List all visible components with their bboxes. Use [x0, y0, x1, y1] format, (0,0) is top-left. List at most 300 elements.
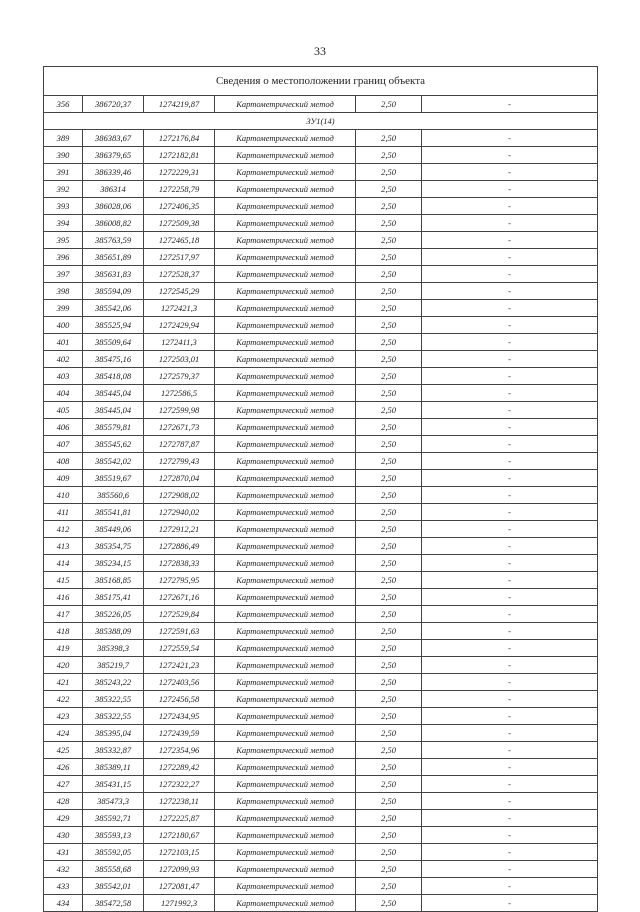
method: Картометрический метод: [215, 555, 356, 572]
coord-x: 385592,05: [83, 844, 144, 861]
point-number: 402: [44, 351, 83, 368]
point-number: 398: [44, 283, 83, 300]
method: Картометрический метод: [215, 334, 356, 351]
description: -: [422, 334, 598, 351]
description: -: [422, 215, 598, 232]
description: -: [422, 147, 598, 164]
coord-x: 385332,87: [83, 742, 144, 759]
precision: 2,50: [356, 776, 422, 793]
coord-x: 385651,89: [83, 249, 144, 266]
table-row: [44, 402, 598, 419]
description: -: [422, 878, 598, 895]
coord-x: 385593,13: [83, 827, 144, 844]
point-number: 401: [44, 334, 83, 351]
method: Картометрический метод: [215, 538, 356, 555]
point-number: 356: [44, 96, 83, 113]
coord-y: 1272517,97: [144, 249, 215, 266]
method: Картометрический метод: [215, 674, 356, 691]
method: Картометрический метод: [215, 640, 356, 657]
method: Картометрический метод: [215, 470, 356, 487]
point-number: 413: [44, 538, 83, 555]
point-number: 417: [44, 606, 83, 623]
coord-y: 1272411,3: [144, 334, 215, 351]
coord-x: 386720,37: [83, 96, 144, 113]
table-title: Сведения о местоположении границ объекта: [44, 67, 598, 96]
precision: 2,50: [356, 538, 422, 555]
coord-x: 385763,59: [83, 232, 144, 249]
method: Картометрический метод: [215, 436, 356, 453]
description: -: [422, 181, 598, 198]
section-label: ЗУ1(14): [44, 113, 598, 130]
point-number: 429: [44, 810, 83, 827]
coord-x: 386008,82: [83, 215, 144, 232]
point-number: 400: [44, 317, 83, 334]
coord-y: 1272434,95: [144, 708, 215, 725]
method: Картометрический метод: [215, 181, 356, 198]
point-number: 427: [44, 776, 83, 793]
point-number: 407: [44, 436, 83, 453]
description: -: [422, 538, 598, 555]
precision: 2,50: [356, 657, 422, 674]
precision: 2,50: [356, 317, 422, 334]
precision: 2,50: [356, 266, 422, 283]
precision: 2,50: [356, 487, 422, 504]
description: -: [422, 249, 598, 266]
precision: 2,50: [356, 147, 422, 164]
method: Картометрический метод: [215, 96, 356, 113]
table-row: [44, 572, 598, 589]
precision: 2,50: [356, 402, 422, 419]
description: -: [422, 385, 598, 402]
description: -: [422, 827, 598, 844]
description: -: [422, 419, 598, 436]
point-number: 434: [44, 895, 83, 912]
table-row: [44, 606, 598, 623]
point-number: 406: [44, 419, 83, 436]
method: Картометрический метод: [215, 759, 356, 776]
section-row: [44, 113, 598, 130]
description: -: [422, 657, 598, 674]
coord-y: 1272421,23: [144, 657, 215, 674]
precision: 2,50: [356, 164, 422, 181]
method: Картометрический метод: [215, 419, 356, 436]
method: Картометрический метод: [215, 521, 356, 538]
precision: 2,50: [356, 674, 422, 691]
method: Картометрический метод: [215, 793, 356, 810]
precision: 2,50: [356, 555, 422, 572]
coord-x: 385631,83: [83, 266, 144, 283]
precision: 2,50: [356, 810, 422, 827]
description: -: [422, 164, 598, 181]
table-row: [44, 623, 598, 640]
coord-x: 385389,11: [83, 759, 144, 776]
coord-x: 385519,67: [83, 470, 144, 487]
coord-y: 1272258,79: [144, 181, 215, 198]
point-number: 392: [44, 181, 83, 198]
coord-y: 1272671,16: [144, 589, 215, 606]
description: -: [422, 198, 598, 215]
point-number: 418: [44, 623, 83, 640]
table-row: [44, 725, 598, 742]
coord-x: 385525,94: [83, 317, 144, 334]
point-number: 409: [44, 470, 83, 487]
point-number: 389: [44, 130, 83, 147]
coord-y: 1272787,87: [144, 436, 215, 453]
precision: 2,50: [356, 793, 422, 810]
description: -: [422, 555, 598, 572]
description: -: [422, 402, 598, 419]
method: Картометрический метод: [215, 130, 356, 147]
precision: 2,50: [356, 300, 422, 317]
description: -: [422, 725, 598, 742]
table-row: [44, 657, 598, 674]
method: Картометрический метод: [215, 606, 356, 623]
table-row: [44, 232, 598, 249]
description: -: [422, 793, 598, 810]
point-number: 425: [44, 742, 83, 759]
table-row: [44, 300, 598, 317]
method: Картометрический метод: [215, 861, 356, 878]
table-row: [44, 215, 598, 232]
table-row: [44, 861, 598, 878]
coord-y: 1272225,87: [144, 810, 215, 827]
description: -: [422, 504, 598, 521]
coord-y: 1272421,3: [144, 300, 215, 317]
method: Картометрический метод: [215, 572, 356, 589]
coord-y: 1272354,96: [144, 742, 215, 759]
description: -: [422, 351, 598, 368]
table-row: [44, 691, 598, 708]
coord-y: 1272103,15: [144, 844, 215, 861]
table-row: [44, 181, 598, 198]
coord-y: 1272838,33: [144, 555, 215, 572]
table-row: [44, 96, 598, 113]
precision: 2,50: [356, 606, 422, 623]
table-row: [44, 640, 598, 657]
method: Картометрический метод: [215, 368, 356, 385]
point-number: 431: [44, 844, 83, 861]
coord-x: 385475,16: [83, 351, 144, 368]
point-number: 393: [44, 198, 83, 215]
description: -: [422, 487, 598, 504]
point-number: 410: [44, 487, 83, 504]
coord-y: 1272912,21: [144, 521, 215, 538]
description: -: [422, 96, 598, 113]
coord-y: 1272180,67: [144, 827, 215, 844]
method: Картометрический метод: [215, 895, 356, 912]
coord-x: 385418,08: [83, 368, 144, 385]
coord-x: 385558,68: [83, 861, 144, 878]
description: -: [422, 606, 598, 623]
table-row: [44, 521, 598, 538]
coord-y: 1272671,73: [144, 419, 215, 436]
coord-x: 385545,62: [83, 436, 144, 453]
precision: 2,50: [356, 215, 422, 232]
precision: 2,50: [356, 708, 422, 725]
table-row: [44, 708, 598, 725]
table-row: [44, 436, 598, 453]
coord-x: 385322,55: [83, 708, 144, 725]
point-number: 421: [44, 674, 83, 691]
precision: 2,50: [356, 742, 422, 759]
coord-x: 385449,06: [83, 521, 144, 538]
coord-y: 1272176,84: [144, 130, 215, 147]
table-row: [44, 368, 598, 385]
description: -: [422, 708, 598, 725]
coord-x: 386379,65: [83, 147, 144, 164]
description: -: [422, 759, 598, 776]
coord-y: 1272439,59: [144, 725, 215, 742]
method: Картометрический метод: [215, 198, 356, 215]
coord-y: 1272870,04: [144, 470, 215, 487]
method: Картометрический метод: [215, 657, 356, 674]
precision: 2,50: [356, 572, 422, 589]
table-row: [44, 198, 598, 215]
coord-x: 385445,04: [83, 385, 144, 402]
point-number: 420: [44, 657, 83, 674]
point-number: 390: [44, 147, 83, 164]
table-row: [44, 419, 598, 436]
point-number: 422: [44, 691, 83, 708]
coord-x: 385398,3: [83, 640, 144, 657]
description: -: [422, 640, 598, 657]
precision: 2,50: [356, 827, 422, 844]
precision: 2,50: [356, 283, 422, 300]
method: Картометрический метод: [215, 742, 356, 759]
point-number: 403: [44, 368, 83, 385]
coord-y: 1272908,02: [144, 487, 215, 504]
coord-y: 1271992,3: [144, 895, 215, 912]
coord-x: 385509,64: [83, 334, 144, 351]
description: -: [422, 283, 598, 300]
method: Картометрический метод: [215, 283, 356, 300]
table-row: [44, 895, 598, 912]
point-number: 394: [44, 215, 83, 232]
point-number: 411: [44, 504, 83, 521]
description: -: [422, 436, 598, 453]
point-number: 424: [44, 725, 83, 742]
precision: 2,50: [356, 130, 422, 147]
precision: 2,50: [356, 623, 422, 640]
coord-y: 1272081,47: [144, 878, 215, 895]
coord-y: 1272456,58: [144, 691, 215, 708]
method: Картометрический метод: [215, 453, 356, 470]
coord-x: 385322,55: [83, 691, 144, 708]
coord-y: 1272586,5: [144, 385, 215, 402]
coord-x: 385542,02: [83, 453, 144, 470]
description: -: [422, 674, 598, 691]
description: -: [422, 300, 598, 317]
table-row: [44, 810, 598, 827]
description: -: [422, 232, 598, 249]
coord-x: 385542,01: [83, 878, 144, 895]
method: Картометрический метод: [215, 249, 356, 266]
coord-y: 1272429,94: [144, 317, 215, 334]
coord-x: 385388,09: [83, 623, 144, 640]
description: -: [422, 861, 598, 878]
coord-y: 1272503,01: [144, 351, 215, 368]
table-row: [44, 793, 598, 810]
precision: 2,50: [356, 470, 422, 487]
precision: 2,50: [356, 691, 422, 708]
coord-y: 1272529,84: [144, 606, 215, 623]
point-number: 423: [44, 708, 83, 725]
method: Картометрический метод: [215, 147, 356, 164]
table-row: [44, 538, 598, 555]
table-row: [44, 827, 598, 844]
method: Картометрический метод: [215, 691, 356, 708]
coord-x: 385592,71: [83, 810, 144, 827]
coord-x: 385226,05: [83, 606, 144, 623]
description: -: [422, 844, 598, 861]
description: -: [422, 810, 598, 827]
point-number: 397: [44, 266, 83, 283]
description: -: [422, 691, 598, 708]
table-row: [44, 317, 598, 334]
precision: 2,50: [356, 232, 422, 249]
coord-y: 1272099,93: [144, 861, 215, 878]
table-row: [44, 249, 598, 266]
coord-y: 1272599,98: [144, 402, 215, 419]
coord-x: 385175,41: [83, 589, 144, 606]
precision: 2,50: [356, 181, 422, 198]
precision: 2,50: [356, 844, 422, 861]
point-number: 428: [44, 793, 83, 810]
description: -: [422, 368, 598, 385]
coord-y: 1274219,87: [144, 96, 215, 113]
point-number: 432: [44, 861, 83, 878]
precision: 2,50: [356, 334, 422, 351]
table-row: [44, 266, 598, 283]
coord-y: 1272289,42: [144, 759, 215, 776]
precision: 2,50: [356, 453, 422, 470]
coord-y: 1272182,81: [144, 147, 215, 164]
table-row: [44, 742, 598, 759]
precision: 2,50: [356, 96, 422, 113]
coord-x: 385473,3: [83, 793, 144, 810]
precision: 2,50: [356, 436, 422, 453]
table-row: [44, 147, 598, 164]
point-number: 399: [44, 300, 83, 317]
precision: 2,50: [356, 504, 422, 521]
description: -: [422, 130, 598, 147]
table-header-row: [44, 67, 598, 96]
method: Картометрический метод: [215, 351, 356, 368]
point-number: 414: [44, 555, 83, 572]
coord-y: 1272795,95: [144, 572, 215, 589]
point-number: 419: [44, 640, 83, 657]
method: Картометрический метод: [215, 623, 356, 640]
method: Картометрический метод: [215, 385, 356, 402]
precision: 2,50: [356, 759, 422, 776]
coord-x: 385431,15: [83, 776, 144, 793]
coord-x: 385472,58: [83, 895, 144, 912]
table-row: [44, 776, 598, 793]
table-row: [44, 878, 598, 895]
description: -: [422, 266, 598, 283]
coord-y: 1272465,18: [144, 232, 215, 249]
page-number: 33: [314, 44, 326, 58]
coord-y: 1272799,43: [144, 453, 215, 470]
method: Картометрический метод: [215, 844, 356, 861]
table-row: [44, 130, 598, 147]
method: Картометрический метод: [215, 232, 356, 249]
table-row: [44, 351, 598, 368]
description: -: [422, 776, 598, 793]
point-number: 415: [44, 572, 83, 589]
point-number: 416: [44, 589, 83, 606]
precision: 2,50: [356, 521, 422, 538]
method: Картометрический метод: [215, 504, 356, 521]
table-row: [44, 759, 598, 776]
description: -: [422, 895, 598, 912]
table-row: [44, 589, 598, 606]
method: Картометрический метод: [215, 402, 356, 419]
coord-y: 1272406,35: [144, 198, 215, 215]
coord-x: 385542,06: [83, 300, 144, 317]
coord-y: 1272322,27: [144, 776, 215, 793]
coord-x: 385234,15: [83, 555, 144, 572]
coord-x: 385579,81: [83, 419, 144, 436]
boundary-coordinates-table: [43, 66, 598, 912]
description: -: [422, 470, 598, 487]
table-row: [44, 504, 598, 521]
method: Картометрический метод: [215, 487, 356, 504]
table-row: [44, 283, 598, 300]
method: Картометрический метод: [215, 776, 356, 793]
table-row: [44, 555, 598, 572]
point-number: 404: [44, 385, 83, 402]
point-number: 408: [44, 453, 83, 470]
coord-x: 386383,67: [83, 130, 144, 147]
precision: 2,50: [356, 351, 422, 368]
coord-y: 1272579,37: [144, 368, 215, 385]
description: -: [422, 453, 598, 470]
coord-x: 386314: [83, 181, 144, 198]
method: Картометрический метод: [215, 317, 356, 334]
coord-x: 385560,6: [83, 487, 144, 504]
coord-x: 385395,04: [83, 725, 144, 742]
precision: 2,50: [356, 725, 422, 742]
point-number: 395: [44, 232, 83, 249]
point-number: 391: [44, 164, 83, 181]
method: Картометрический метод: [215, 725, 356, 742]
precision: 2,50: [356, 861, 422, 878]
precision: 2,50: [356, 198, 422, 215]
coord-x: 385541,81: [83, 504, 144, 521]
description: -: [422, 623, 598, 640]
point-number: 433: [44, 878, 83, 895]
precision: 2,50: [356, 895, 422, 912]
point-number: 396: [44, 249, 83, 266]
precision: 2,50: [356, 368, 422, 385]
point-number: 426: [44, 759, 83, 776]
method: Картометрический метод: [215, 810, 356, 827]
coord-y: 1272545,29: [144, 283, 215, 300]
table-row: [44, 487, 598, 504]
point-number: 405: [44, 402, 83, 419]
precision: 2,50: [356, 589, 422, 606]
description: -: [422, 742, 598, 759]
precision: 2,50: [356, 878, 422, 895]
table-row: [44, 334, 598, 351]
coord-x: 385168,85: [83, 572, 144, 589]
coord-y: 1272229,31: [144, 164, 215, 181]
table-row: [44, 385, 598, 402]
coord-x: 385354,75: [83, 538, 144, 555]
method: Картометрический метод: [215, 266, 356, 283]
coord-x: 385445,04: [83, 402, 144, 419]
